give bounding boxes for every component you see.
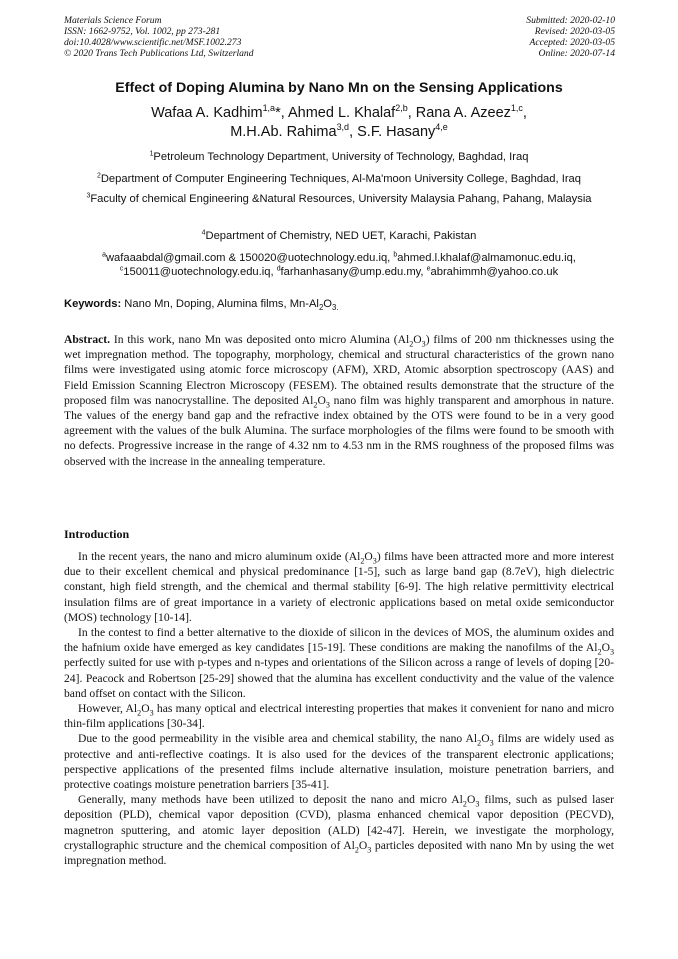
affiliation-number: 1 [149,150,154,158]
affiliation-3 [78,192,600,207]
paragraph-text: In the contest to find a better alternative to the dioxide of silicon in the devices of MOS, the aluminum oxides and the hafnium oxide have emerged as key candidates [15-19]. These conditions are making the nanofilms of the Al [64,626,614,655]
email-text: farhanhasany@ump.edu.my, [280,266,427,278]
subscript: 2 [137,708,142,718]
revised-date: Revised: 2020-03-05 [534,26,615,37]
submission-dates [526,15,615,59]
paragraph-text: Generally, many methods have been utilized to deposit the nano and micro Al [78,793,463,807]
author-name: Wafaa A. Kadhim [151,105,263,121]
email-marker: c [119,265,124,273]
paragraph [64,731,614,792]
author-name: S.F. Hasany [357,124,436,140]
affiliation-text: Department of Computer Engineering Techniques, Al-Ma'moon University College, Baghdad, Iraq [100,173,581,185]
email-text: abrahimmh@yahoo.co.uk [430,266,559,278]
email-marker: d [276,265,281,273]
subscript: 2 [462,799,467,809]
affiliation-number: 4 [201,229,206,237]
paragraph-text: O [466,793,476,807]
email-text: 150011@uotechnology.edu.iq, [123,266,277,278]
paragraph-text: ) films have been attracted more and more interest due to their excellent chemical and physical predominance [1-5], such as large band gap (8.7eV), high dielectric constant, high field strength, and the chemical and thermal stability [6-9]. The high relative permittivity electrical insulation films are of great importance in a variety of electronic applications based on metal oxide semiconductor (MOS) technology [10-14]. [64,550,614,624]
paragraph-text: However, Al [78,702,138,716]
email-marker: e [426,265,431,273]
corresponding-marker: * [275,105,281,121]
subscript: 3 [367,845,372,855]
issn-line: ISSN: 1662-9752, Vol. 1002, pp 273-281 [64,26,221,37]
subscript: 2 [597,647,602,657]
subscript: 2 [477,738,482,748]
abstract-label: Abstract. [64,333,111,346]
keywords [64,298,616,313]
paragraph [64,701,614,731]
author-name: M.H.Ab. Rahima [230,124,337,140]
section-heading: Introduction [64,527,130,541]
affiliation-number: 3 [86,192,91,200]
paragraph-text: O [481,732,490,746]
affiliation-number: 2 [96,172,101,180]
keywords-text: O [323,298,332,310]
paragraph [64,792,614,868]
doi-line: doi:10.4028/www.scientific.net/MSF.1002.273 [64,37,242,48]
abstract-text: O [413,333,422,346]
author-emails [50,251,628,279]
affiliation-text: Faculty of chemical Engineering &Natural Resources, University Malaysia Pahang, Pahang, Malaysia [90,193,592,205]
subscript: 3 [489,738,494,748]
email-marker: a [102,251,106,259]
keywords-text: Nano Mn, Doping, Alumina films, Mn-Al [121,298,319,310]
subscript: 3 [421,339,426,349]
email-text: wafaaabdal@gmail.com & 150020@uotechnology.edu.iq, [105,252,394,264]
author-separator: , [349,124,358,140]
abstract-text: In this work, nano Mn was deposited onto micro Alumina (Al [110,333,410,346]
paragraph-text: In the recent years, the nano and micro aluminum oxide (Al [78,550,361,563]
paragraph-text: O [358,838,368,852]
author-list [60,104,618,142]
author-name: Rana A. Azeez [415,105,511,121]
paragraph-text: particles deposited with nano Mn by using the wet impregnation method. [64,838,614,868]
affiliation-1 [50,150,628,165]
paragraph-text: Due to the good permeability in the visible area and chemical stability, the nano Al [78,732,478,746]
copyright-line: © 2020 Trans Tech Publications Ltd, Switzerland [64,48,254,59]
subscript: 2 [313,400,318,410]
accepted-date: Accepted: 2020-03-05 [529,37,615,48]
subscript: 2 [354,845,359,855]
subscript: 2 [318,303,324,313]
subscript: 3. [332,303,339,313]
subscript: 3 [325,400,330,410]
paragraph-text: has many optical and electrical interesting properties that makes it convenient for nano and micro thin-film applications [30-34]. [64,702,615,731]
author-separator: , [280,105,288,121]
online-date: Online: 2020-07-14 [538,48,615,59]
subscript: 3 [372,556,377,566]
affiliation-text: Department of Chemistry, NED UET, Karachi, Pakistan [205,230,477,242]
introduction-body [64,549,614,868]
author-separator: , [407,105,416,121]
email-text: ahmed.l.khalaf@almamonuc.edu.iq, [397,252,576,264]
paper-title: Effect of Doping Alumina by Nano Mn on the Sensing Applications [115,80,563,96]
subscript: 3 [149,708,154,718]
journal-name: Materials Science Forum [64,15,162,26]
author-affiliation-marker: 1,c [510,103,523,114]
author-affiliation-marker: 1,a [262,103,276,114]
keywords-label: Keywords: [64,298,122,310]
submitted-date: Submitted: 2020-02-10 [526,15,615,26]
subscript: 3 [609,647,614,657]
subscript: 2 [360,556,365,566]
author-name: Ahmed L. Khalaf [287,105,396,121]
author-affiliation-marker: 2,b [395,103,408,114]
author-separator: , [522,105,527,121]
paragraph-text: O [141,702,150,716]
affiliation-4 [50,229,628,244]
email-marker: b [393,251,398,259]
journal-info [64,15,254,59]
author-affiliation-marker: 4,e [435,122,448,133]
abstract-text: nano film was highly transparent and amorphous in nature. The values of the energy band gap and the refractive index obtained by the OTS were found to be in a very good agreement with the values of the bulk Alumina. The surface morphologies of the films were found to be smooth with no defects. Progressive increase in the range of 4.32 nm to 4.53 nm in the RMS roughness of the proposed films was observed with the increase in the annealing temperature. [64,393,614,468]
abstract-text: ) films of 200 nm thicknesses using the wet impregnation method. The topography, morphology, chemical and structural characteristics of the grown nano films were investigated using atomic force microscopy (AFM), XRD, Atomic absorption spectroscopy (AAS) and Field Emission Scanning Electron Microscopy (FESEM). The obtained results demonstrate that the structure of the proposed film was nanocrystalline. The deposited Al [64,333,614,407]
abstract [64,332,614,469]
affiliation-2 [50,172,628,187]
paragraph [64,625,614,701]
paragraph-text: films, such as pulsed laser deposition (PLD), chemical vapor deposition (CVD), plasma enhanced chemical vapor deposition (PECVD), magnetron sputtering, and atomic layer deposition (ALD) [42-47]. Herein, we investigate the morphology, crystallographic structure and the chemical composition of Al [64,793,614,852]
affiliation-text: Petroleum Technology Department, University of Technology, Baghdad, Iraq [153,151,529,163]
paragraph-text: perfectly suited for use with p-types and n-types and orientations of the Silicon across a range of levels of doping [20-24]. Peacock and Robertson [25-29] showed that the alumina has excellent conductivity and the value of the valence band offset on contact with the Silicon. [64,656,614,700]
author-affiliation-marker: 3,d [336,122,350,133]
paragraph [64,549,614,625]
paragraph-text: O [364,550,373,563]
subscript: 3 [475,799,480,809]
paragraph-text: films are widely used as protective and anti-reflective coatings. It is also used for the devices of the transparent electronic applications; perspective applications of the presented films include alternative insulation, moisture penetration barriers, and protective coatings moisture penetration barriers [35-41]. [64,732,614,792]
paragraph-text: O [601,641,610,655]
abstract-text: O [317,393,326,407]
subscript: 2 [409,339,414,349]
